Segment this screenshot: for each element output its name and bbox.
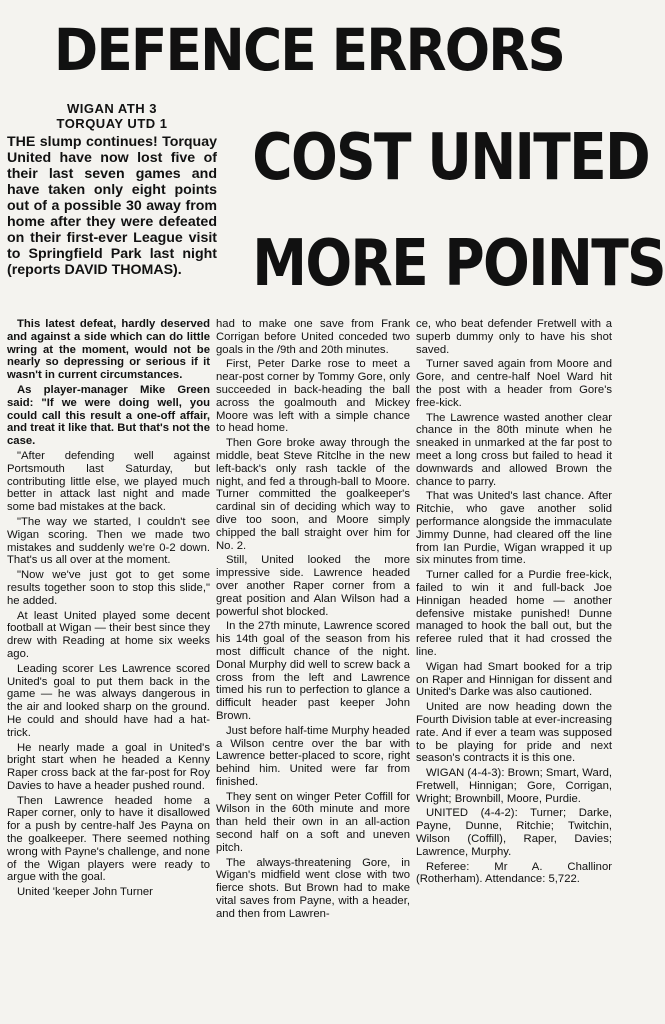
team-lineup-wigan: WIGAN (4-4-3): Brown; Smart, Ward, Fretwell, Hinnigan; Gore, Corrigan, Wright; Brownbill, Moore, Purdie.	[416, 767, 613, 805]
headline-line-cost-united: COST UNITED	[252, 121, 649, 195]
paragraph: "After defending well against Portsmouth last Saturday, but contributing little else, we played much better in attack last night and made some bad mistakes at the back.	[7, 449, 210, 514]
result-away: TORQUAY UTD 1	[56, 116, 168, 131]
paragraph: "Now we've just got to get some results together soon to stop this slide," he added.	[7, 569, 210, 607]
paragraph: United are now heading down the Fourth Division table at ever-increasing rate. And if ever a team was supposed to be playing for pride and next season's contracts it is this one.	[416, 701, 612, 765]
lead-paragraph: THE slump continues! Torquay United have now lost five of their last seven games and have taken only eight points out of a possible 30 away from home after they were defeated on their first-ever League visit to Springfield Park last night (reports DAVID THOMAS).	[7, 134, 217, 278]
paragraph: Leading scorer Les Lawrence scored United's goal to put them back in the game — he was always dangerous in the air and looked sharp on the ground. He could and should have had a hat-trick.	[7, 662, 210, 739]
paragraph: "The way we started, I couldn't see Wigan scoring. Then we made two mistakes and suddenly we're 0-2 down. That's us all over at the moment.	[7, 515, 210, 567]
paragraph: This latest defeat, hardly deserved and against a side which can do little wring at the moment, would not be nearly so depressing or serious if it wasn't in current circumstances.	[7, 318, 210, 382]
paragraph: had to make one save from Frank Corrigan before United conceded two goals in the /9th and 20th minutes.	[216, 318, 410, 356]
match-result	[7, 101, 217, 131]
paragraph: Then Lawrence headed home a Raper corner, only to have it disallowed for a push by centre-half Jes Payna on the goalkeeper. There seemed nothing wrong with Payne's challenge, and none of the Wigan players were ready to argue with the goal.	[7, 794, 210, 884]
paragraph: They sent on winger Peter Coffill for Wilson in the 60th minute and more than held their own in an all-action second half on a soft and uneven pitch.	[216, 790, 410, 854]
paragraph: The always-threatening Gore, in Wigan's midfield went close with two fierce shots. But Brown had to make vital saves from Payne, with a header, and then from Lawren-	[216, 856, 410, 920]
paragraph: First, Peter Darke rose to meet a near-post corner by Tommy Gore, only succeeded in back-heading the ball across the goalmouth and Mickey Moore was left with a simple chance to head home.	[216, 358, 410, 435]
paragraph: The Lawrence wasted another clear chance in the 80th minute when he sneaked in unmarked at the far post to meet a long cross but failed to head it downwards and allowed Brown the chance to parry.	[416, 411, 612, 488]
paragraph: Wigan had Smart booked for a trip on Raper and Hinnigan for dissent and United's Darke was also cautioned.	[416, 660, 612, 699]
paragraph: ce, who beat defender Fretwell with a superb dummy only to have his shot saved.	[416, 318, 612, 356]
article-column-1	[7, 318, 210, 1018]
paragraph: At least United played some decent football at Wigan — their best since they drew with Reading at home six weeks ago.	[7, 609, 210, 660]
paragraph: Still, United looked the more impressive side. Lawrence headed over another Raper corner from a great position and Alan Wilson had a powerful shot blocked.	[216, 554, 410, 618]
paragraph: In the 27th minute, Lawrence scored his 14th goal of the season from his most difficult chance of the night. Donal Murphy did well to screw back a cross from the left and Lawrence timed his run to perfection to glance a difficult header past keeper John Brown.	[216, 620, 410, 722]
paragraph: Turner saved again from Moore and Gore, and centre-half Noel Ward hit the post with a header from Gore's free-kick.	[416, 358, 612, 409]
team-lineup-united: UNITED (4-4-2): Turner; Darke, Payne, Dunne, Ritchie; Twitchin, Wilson (Coffill), Raper, Davies; Lawrence, Murphy.	[416, 807, 612, 858]
headline-side	[225, 105, 665, 320]
paragraph: Just before half-time Murphy headed a Wilson centre over the bar with Lawrence better-placed to score, right behind him. United were far from finished.	[216, 724, 410, 788]
headline-line-more-points: MORE POINTS	[252, 227, 665, 301]
paragraph: He nearly made a goal in United's bright start when he headed a Kenny Raper cross back at the far-post for Roy Davies to have a header pushed round.	[7, 741, 210, 792]
paragraph: United 'keeper John Turner	[17, 886, 153, 899]
paragraph: Then Gore broke away through the middle, beat Steve Ritclhe in the new left-back's only rash tackle of the night, and fed a through-ball to Moore. Turner committed the goalkeeper's cardinal sin of deciding which way to dive too soon, and Moore simply chipped the ball straight over him for No. 2.	[216, 437, 410, 552]
article-column-2	[216, 318, 410, 1018]
intro-block	[7, 101, 217, 316]
paragraph: That was United's last chance. After Ritchie, who gave another solid performance alongside the immaculate Jimmy Dunne, had cleared off the line from Ian Purdie, Wigan wrapped it up six minutes from time.	[416, 490, 612, 567]
paragraph: As player-manager Mike Green said: "If we were doing well, you could call this result a one-off affair, and treat it like that. But that's not the case.	[7, 383, 210, 448]
article-column-3	[416, 318, 612, 1018]
result-home: WIGAN ATH 3	[67, 101, 157, 116]
match-officials: Referee: Mr A. Challinor (Rotherham). Attendance: 5,722.	[416, 860, 612, 886]
paragraph: Turner called for a Purdie free-kick, failed to win it and full-back Joe Hinnigan headed home — another defensive mistake punished! Dunne managed to hook the ball out, but the referee ruled that it had crossed the line.	[416, 569, 612, 658]
headline-top: DEFENCE ERRORS	[53, 16, 565, 84]
